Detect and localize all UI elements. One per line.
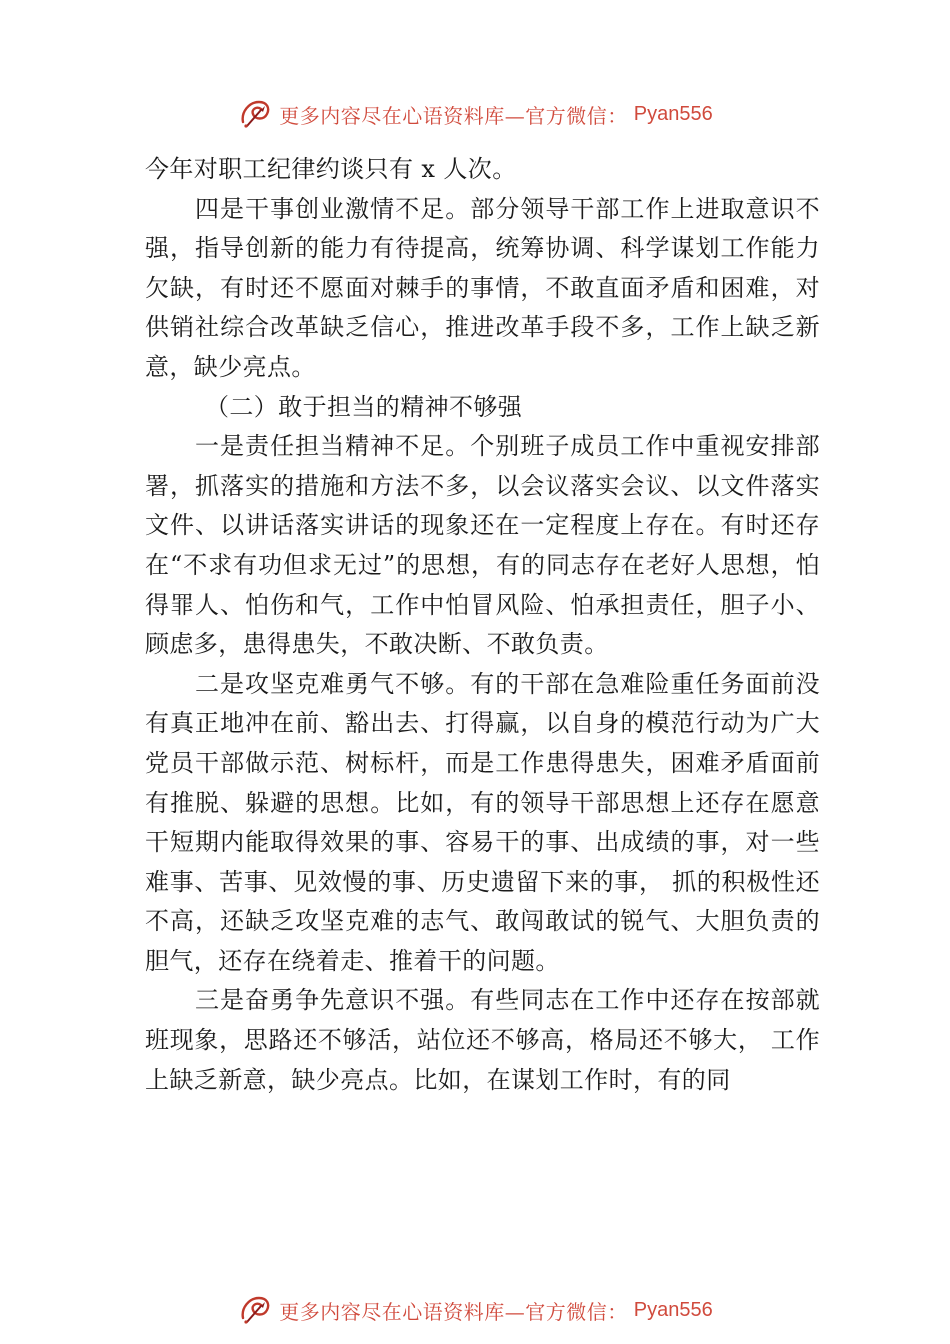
watermark-wechat-id: Pyan556 bbox=[633, 102, 713, 125]
document-body bbox=[145, 150, 820, 1100]
paragraph: 一是责任担当精神不足。个别班子成员工作中重视安排部署，抓落实的措施和方法不多，以会议落实会议、以文件落实文件、以讲话落实讲话的现象还在一定程度上存在。有时还存在“不求有功但求无过”的思想，有的同志存在老好人思想，怕得罪人、怕伤和气，工作中怕冒风险、怕承担责任，胆子小、顾虑多，患得患失，不敢决断、不敢负责。 bbox=[145, 432, 820, 659]
watermark-text: 更多内容尽在心语资料库—官方微信： bbox=[279, 1299, 628, 1324]
watermark-wechat-id: Pyan556 bbox=[633, 1298, 713, 1321]
section-heading: （二）敢于担当的精神不够强 bbox=[205, 392, 523, 421]
watermark-text: 更多内容尽在心语资料库—官方微信： bbox=[279, 103, 628, 128]
footer-watermark bbox=[0, 1290, 950, 1330]
header-watermark bbox=[0, 94, 950, 134]
quill-swirl-logo-icon bbox=[237, 96, 273, 132]
paragraph: 三是奋勇争先意识不强。有些同志在工作中还存在按部就班现象，思路还不够活，站位还不够高，格局还不够大， 工作上缺乏新意，缺少亮点。比如，在谋划工作时，有的同 bbox=[145, 986, 820, 1094]
paragraph: 二是攻坚克难勇气不够。有的干部在急难险重任务面前没有真正地冲在前、豁出去、打得赢，以自身的模范行动为广大党员干部做示范、树标杆，而是工作患得患失，困难矛盾面前有推脱、躲避的思想。比如，有的领导干部思想上还存在愿意干短期内能取得效果的事、容易干的事、出成绩的事，对一些难事、苦事、见效慢的事、历史遗留下来的事， 抓的积极性还不高，还缺乏攻坚克难的志气、敢闯敢试的锐气、大胆负责的胆气，还存在绕着走、推着干的问题。 bbox=[145, 669, 820, 975]
quill-swirl-logo-icon bbox=[237, 1292, 273, 1328]
paragraph-continued: 今年对职工纪律约谈只有 x 人次。 bbox=[145, 155, 517, 183]
paragraph: 四是干事创业激情不足。部分领导干部工作上进取意识不强，指导创新的能力有待提高，统筹协调、科学谋划工作能力欠缺，有时还不愿面对棘手的事情，不敢直面矛盾和困难，对供销社综合改革缺乏信心，推进改革手段不多，工作上缺乏新意，缺少亮点。 bbox=[145, 194, 820, 381]
